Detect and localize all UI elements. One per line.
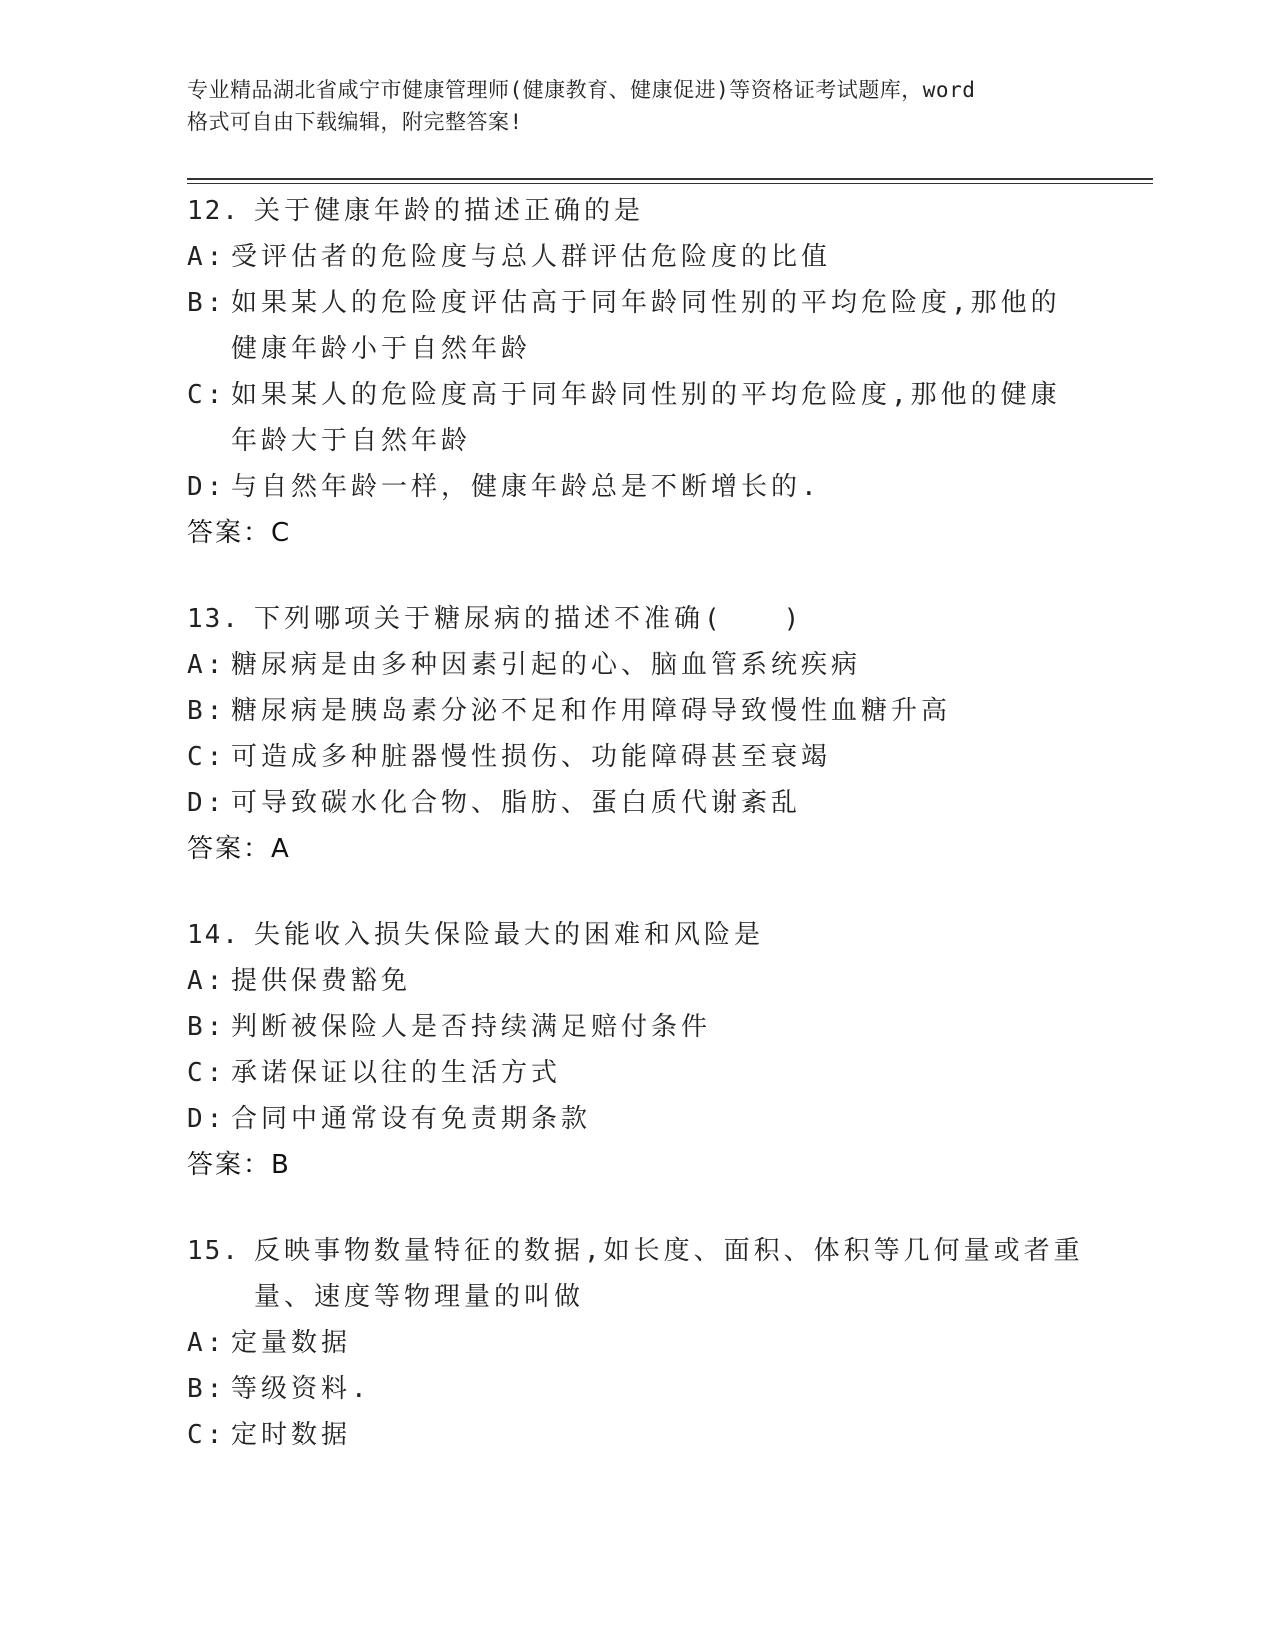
option-key: D: bbox=[187, 1104, 227, 1134]
question-number: 15. bbox=[187, 1236, 240, 1266]
question-14 bbox=[187, 912, 1087, 1188]
option-text: 合同中通常设有免责期条款 bbox=[231, 1104, 592, 1134]
option-a bbox=[187, 958, 1087, 1004]
option-c bbox=[187, 1412, 1087, 1458]
option-key: D: bbox=[187, 788, 227, 818]
option-text: 可导致碳水化合物、脂肪、蛋白质代谢紊乱 bbox=[231, 788, 802, 818]
question-text: 失能收入损失保险最大的困难和风险是 bbox=[253, 920, 764, 950]
option-text: 等级资料. bbox=[231, 1374, 371, 1404]
option-b bbox=[187, 1366, 1087, 1412]
header-line-2: 格式可自由下载编辑，附完整答案! bbox=[187, 110, 523, 134]
option-b bbox=[187, 688, 1087, 734]
question-number: 12. bbox=[187, 196, 240, 226]
option-key: C: bbox=[187, 380, 227, 410]
option-b bbox=[187, 1004, 1087, 1050]
option-text: 受评估者的危险度与总人群评估危险度的比值 bbox=[231, 242, 832, 272]
option-d bbox=[187, 780, 1087, 826]
option-key: B: bbox=[187, 1012, 227, 1042]
question-stem bbox=[187, 912, 1087, 958]
option-c bbox=[187, 372, 1087, 464]
option-key: C: bbox=[187, 1420, 227, 1450]
option-key: C: bbox=[187, 742, 227, 772]
header-divider-thin bbox=[187, 183, 1153, 184]
answer-label: 答案：A bbox=[187, 834, 291, 864]
option-text: 定量数据 bbox=[231, 1328, 352, 1358]
option-key: A: bbox=[187, 650, 227, 680]
option-key: A: bbox=[187, 242, 227, 272]
option-text: 可造成多种脏器慢性损伤、功能障碍甚至衰竭 bbox=[231, 742, 832, 772]
question-15 bbox=[187, 1228, 1087, 1458]
option-text: 承诺保证以往的生活方式 bbox=[231, 1058, 562, 1088]
question-stem bbox=[187, 1228, 1087, 1320]
option-key: A: bbox=[187, 966, 227, 996]
option-text: 糖尿病是由多种因素引起的心、脑血管系统疾病 bbox=[231, 650, 862, 680]
option-key: B: bbox=[187, 696, 227, 726]
question-12 bbox=[187, 188, 1087, 556]
option-key: B: bbox=[187, 1374, 227, 1404]
option-key: A: bbox=[187, 1328, 227, 1358]
option-d bbox=[187, 464, 1087, 510]
option-a bbox=[187, 234, 1087, 280]
option-text: 提供保费豁免 bbox=[231, 966, 412, 996]
header-divider-thick bbox=[187, 178, 1153, 180]
answer-label: 答案：B bbox=[187, 1150, 291, 1180]
option-text: 糖尿病是胰岛素分泌不足和作用障碍导致慢性血糖升高 bbox=[231, 696, 952, 726]
question-stem bbox=[187, 188, 1087, 234]
option-c bbox=[187, 734, 1087, 780]
question-13 bbox=[187, 596, 1087, 872]
option-text: 判断被保险人是否持续满足赔付条件 bbox=[231, 1012, 712, 1042]
option-d bbox=[187, 1096, 1087, 1142]
option-c bbox=[187, 1050, 1087, 1096]
document-header bbox=[187, 74, 1087, 138]
question-stem bbox=[187, 596, 1087, 642]
question-text: 下列哪项关于糖尿病的描述不准确( ) bbox=[253, 604, 804, 634]
option-a bbox=[187, 1320, 1087, 1366]
option-key: D: bbox=[187, 472, 227, 502]
option-text: 与自然年龄一样，健康年龄总是不断增长的. bbox=[231, 472, 821, 502]
option-b bbox=[187, 280, 1087, 372]
option-text: 如果某人的危险度评估高于同年龄同性别的平均危险度,那他的健康年龄小于自然年龄 bbox=[231, 288, 1061, 364]
question-number: 13. bbox=[187, 604, 240, 634]
option-text: 定时数据 bbox=[231, 1420, 352, 1450]
option-key: C: bbox=[187, 1058, 227, 1088]
answer-label: 答案：C bbox=[187, 518, 292, 548]
question-text: 反映事物数量特征的数据,如长度、面积、体积等几何量或者重量、速度等物理量的叫做 bbox=[253, 1236, 1084, 1312]
question-text: 关于健康年龄的描述正确的是 bbox=[253, 196, 644, 226]
question-list bbox=[187, 188, 1087, 1498]
option-text: 如果某人的危险度高于同年龄同性别的平均危险度,那他的健康年龄大于自然年龄 bbox=[231, 380, 1061, 456]
header-line-1: 专业精品湖北省咸宁市健康管理师(健康教育、健康促进)等资格证考试题库，word bbox=[187, 78, 976, 102]
option-a bbox=[187, 642, 1087, 688]
question-number: 14. bbox=[187, 920, 240, 950]
option-key: B: bbox=[187, 288, 227, 318]
